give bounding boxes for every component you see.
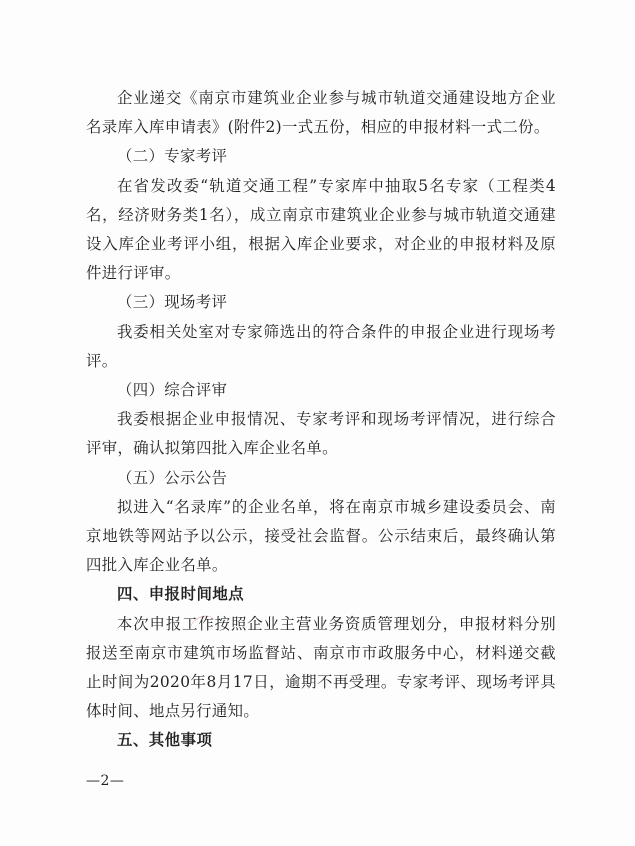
paragraph-comprehensive-review: 我委根据企业申报情况、专家考评和现场考评情况，进行综合评审，确认拟第四批入库企业名单。 [86,410,556,458]
subheading-public-notice: （五）公示公告 [117,468,228,487]
section-heading-other-matters: 五、其他事项 [117,731,213,750]
document-body [86,84,556,756]
subheading-expert-review: （二）专家考评 [117,147,228,166]
subheading-onsite-review: （三）现场考评 [117,293,228,312]
paragraph-time-location: 本次申报工作按照企业主营业务资质管理划分，申报材料分别报送至南京市建筑市场监督站、南京市市政服务中心，材料递交截止时间为2020年8月17日，逾期不再受理。专家考评、现场考评具体时间、地点另行通知。 [86,614,556,721]
page-number: —2— [86,773,125,789]
subheading-comprehensive-review: （四）综合评审 [117,381,228,400]
paragraph-public-notice: 拟进入“名录库”的企业名单，将在南京市城乡建设委员会、南京地铁等网站予以公示，接受社会监督。公示结束后，最终确认第四批入库企业名单。 [86,497,556,575]
paragraph-onsite-review: 我委相关处室对专家筛选出的符合条件的申报企业进行现场考评。 [86,322,556,370]
paragraph-application-submission: 企业递交《南京市建筑业企业参与城市轨道交通建设地方企业名录库入库申请表》(附件2)一式五份，相应的申报材料一式二份。 [86,89,556,137]
paragraph-expert-review: 在省发改委“轨道交通工程”专家库中抽取5名专家（工程类4名，经济财务类1名），成立南京市建筑业企业参与城市轨道交通建设入库企业考评小组，根据入库企业要求，对企业的申报材料及原件进行评审。 [86,176,556,283]
section-heading-time-location: 四、申报时间地点 [117,585,245,604]
